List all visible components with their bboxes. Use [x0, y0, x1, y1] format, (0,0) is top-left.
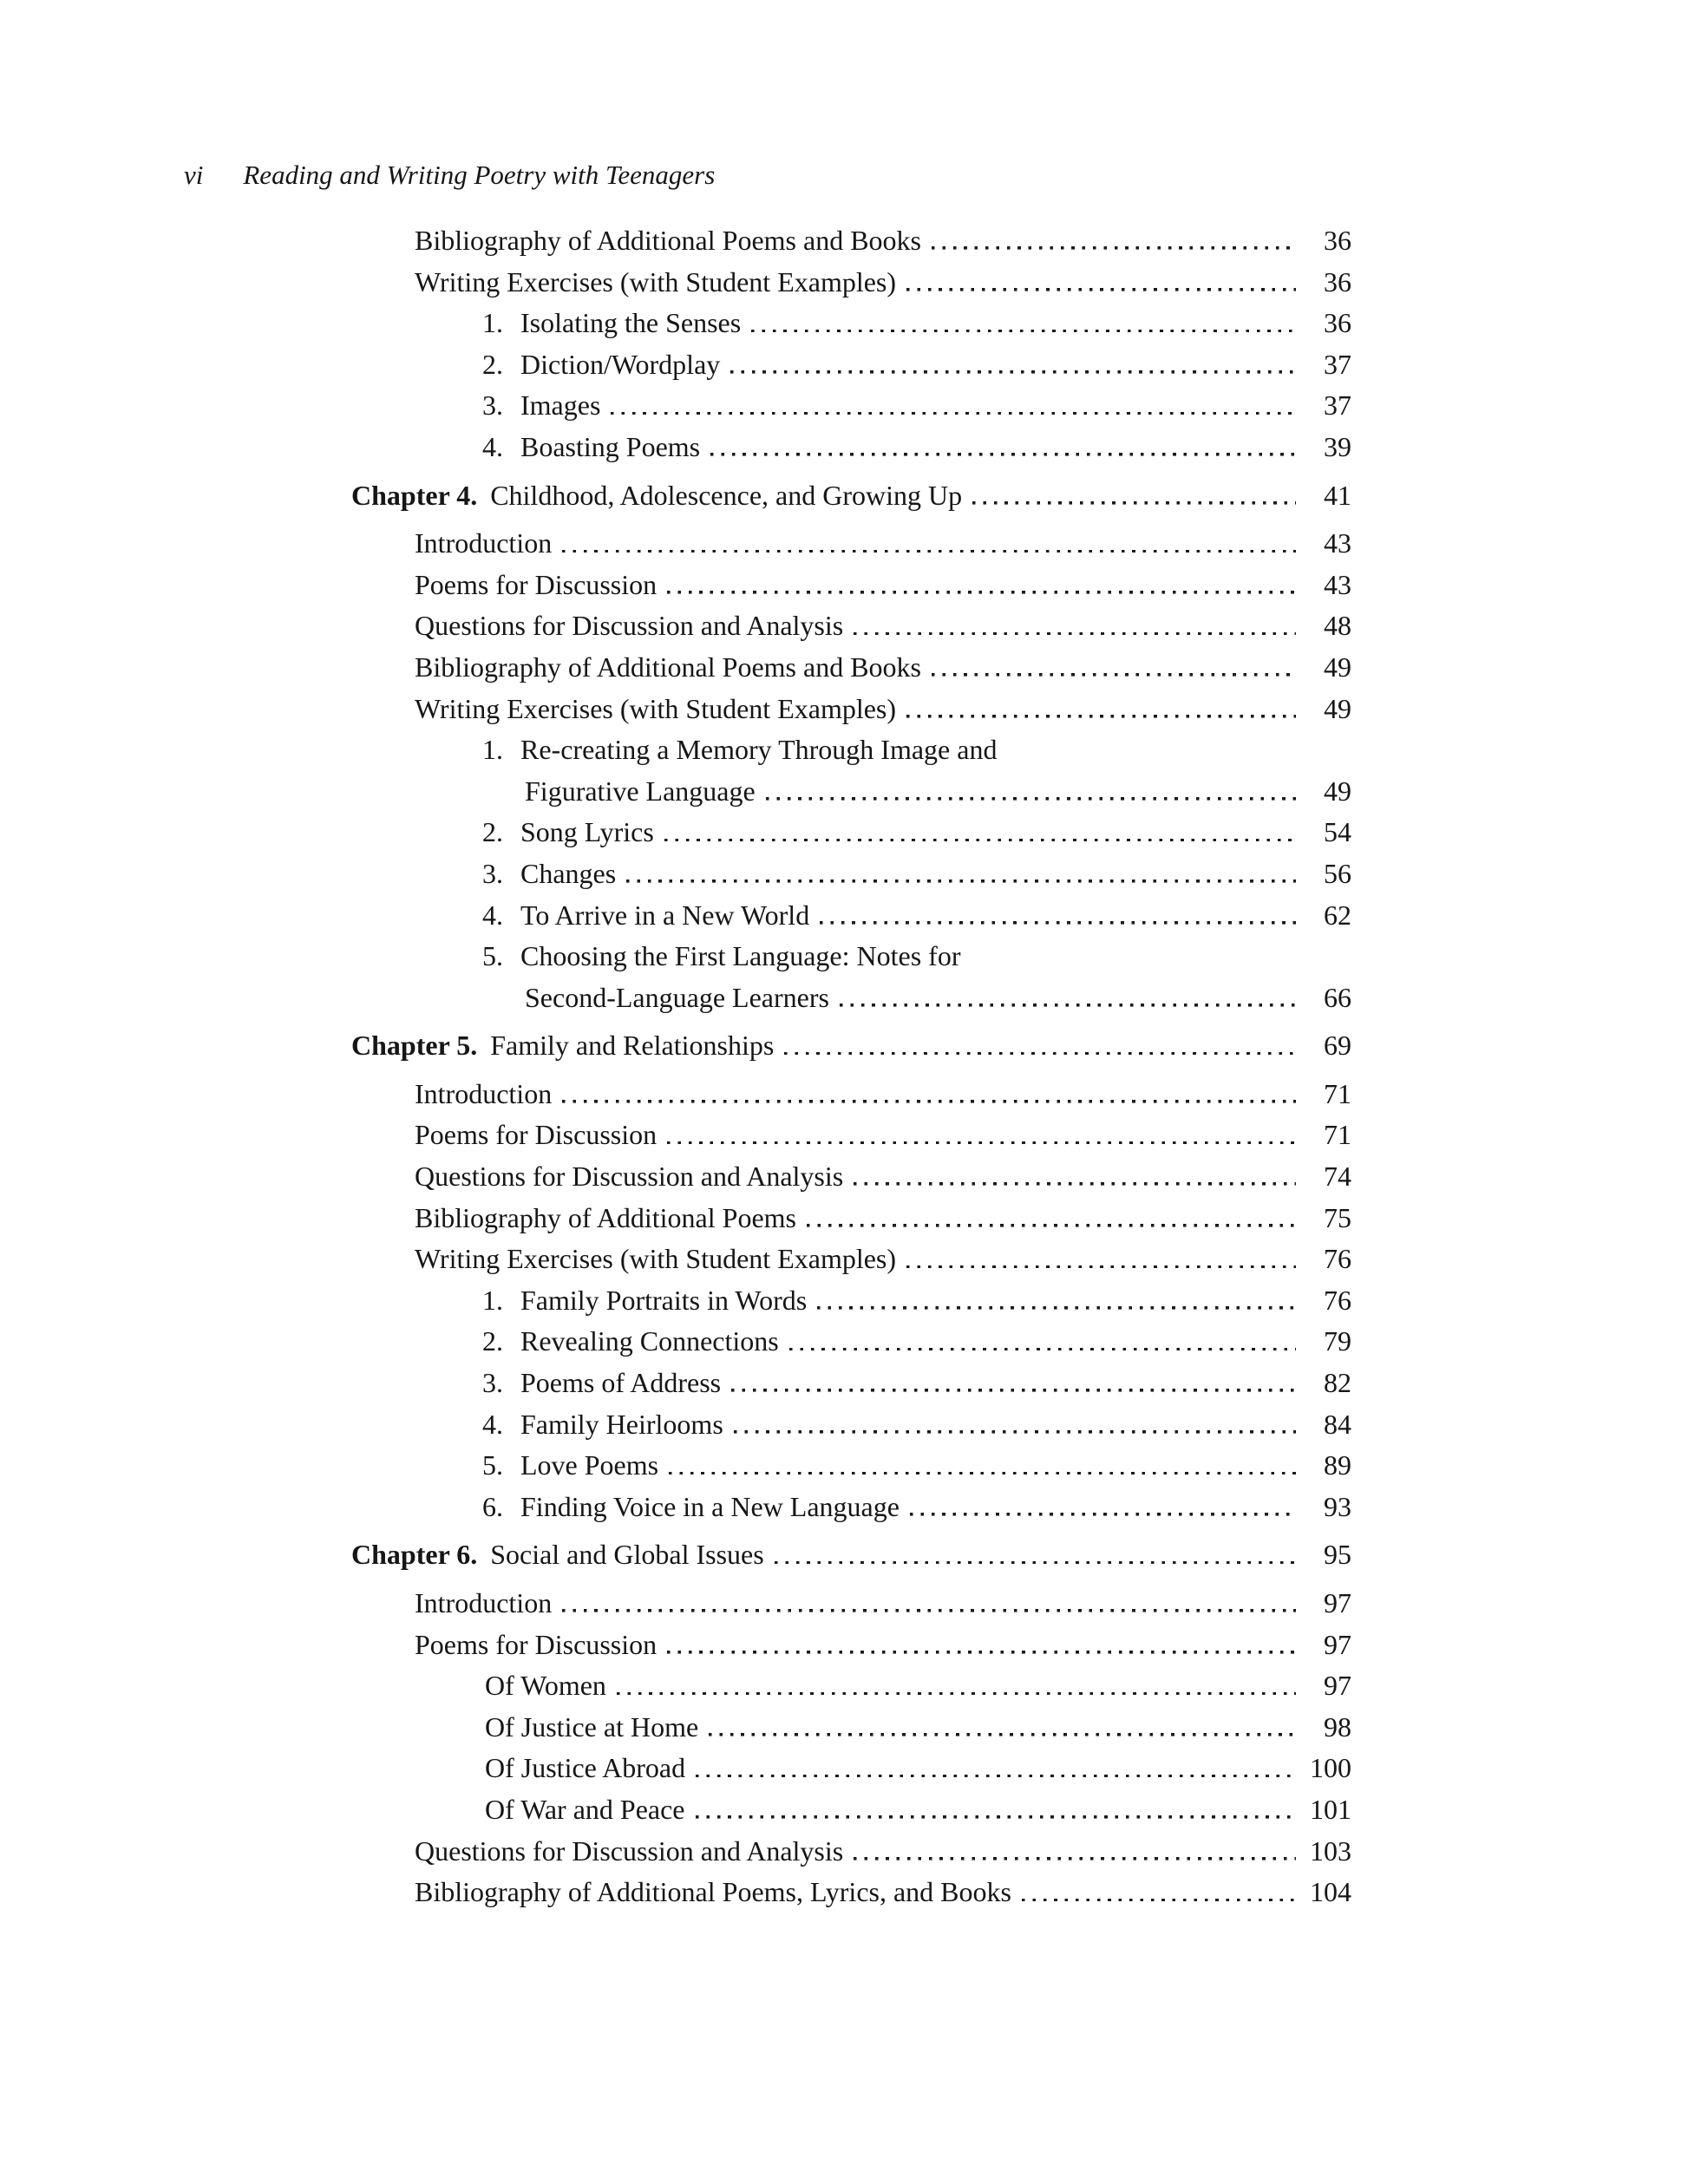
page-number: 39 [1324, 430, 1351, 462]
dot-leader [562, 1100, 1296, 1103]
page-number: 56 [1324, 857, 1351, 889]
dot-leader [667, 1651, 1296, 1654]
page-number: 36 [1324, 265, 1351, 298]
toc-entry [351, 853, 1351, 895]
page-number: 74 [1324, 1161, 1351, 1193]
entry-number: 2. [482, 816, 503, 848]
dot-leader [617, 1692, 1296, 1696]
page-number: 62 [1324, 899, 1351, 931]
toc-entry [351, 1872, 1351, 1913]
toc-entry [351, 1404, 1351, 1446]
entry-label: Changes [520, 857, 617, 889]
toc-entry [351, 936, 1351, 978]
entry-label: Family Heirlooms [520, 1408, 723, 1440]
entry-number: 1. [482, 734, 503, 766]
entry-number: 5. [482, 1449, 503, 1481]
dot-leader [667, 591, 1296, 594]
dot-leader [854, 1857, 1296, 1860]
page-number: 36 [1324, 225, 1351, 256]
entry-label: Poems of Address [520, 1367, 722, 1399]
dot-leader [910, 1513, 1296, 1516]
toc-entry [351, 262, 1351, 304]
dot-leader [709, 1733, 1296, 1736]
entry-label: Introduction [415, 1077, 553, 1109]
entry-number: 1. [482, 1284, 503, 1316]
dot-leader [932, 673, 1296, 677]
toc-entry [351, 1665, 1351, 1707]
toc-entry [351, 1363, 1351, 1404]
page-number: 79 [1324, 1325, 1351, 1357]
entry-label: Writing Exercises (with Student Examples) [415, 692, 897, 724]
chapter-label: Chapter 4. [351, 479, 478, 511]
toc-entry [351, 303, 1351, 344]
toc-entry [351, 812, 1351, 853]
page-number: 75 [1324, 1201, 1351, 1233]
page-number: 82 [1324, 1367, 1351, 1399]
page-number: 37 [1324, 389, 1351, 422]
dot-leader [1022, 1899, 1296, 1902]
page-number: 100 [1310, 1752, 1351, 1784]
toc-entry [351, 1625, 1351, 1666]
page-number: 84 [1324, 1408, 1351, 1440]
entry-label: Revealing Connections [520, 1325, 779, 1357]
toc-entry [351, 689, 1351, 730]
entry-label-line1: Choosing the First Language: Notes for [520, 940, 961, 972]
entry-label: Bibliography of Additional Poems and Books [415, 225, 921, 256]
page-number: 103 [1310, 1834, 1351, 1867]
page-number: 101 [1310, 1793, 1351, 1825]
page-number: 43 [1324, 568, 1351, 600]
dot-leader [669, 1472, 1296, 1475]
entry-label: Images [520, 389, 601, 422]
chapter-label: Chapter 6. [351, 1539, 478, 1571]
dot-leader [730, 370, 1296, 374]
entry-number: 5. [482, 940, 503, 972]
toc-entry [351, 1321, 1351, 1363]
chapter-title: Social and Global Issues [490, 1539, 764, 1571]
entry-label: Writing Exercises (with Student Examples) [415, 265, 897, 298]
page-number: 97 [1324, 1587, 1351, 1618]
entry-label: Questions for Discussion and Analysis [415, 1161, 844, 1193]
toc-entry [351, 523, 1351, 565]
dot-leader [906, 715, 1296, 718]
running-title: Reading and Writing Poetry with Teenagers [243, 160, 716, 190]
toc-entry [351, 1198, 1351, 1239]
dot-leader [626, 879, 1296, 883]
toc-entry [351, 1748, 1351, 1789]
page-number: 71 [1324, 1119, 1351, 1151]
page-number: 49 [1324, 775, 1351, 807]
dot-leader [972, 501, 1296, 505]
page-number: 93 [1324, 1490, 1351, 1522]
page-number: 97 [1324, 1628, 1351, 1660]
dot-leader [840, 1004, 1296, 1007]
toc-entry [351, 1487, 1351, 1528]
chapter-title: Family and Relationships [490, 1030, 775, 1062]
entry-label: Writing Exercises (with Student Examples) [415, 1243, 897, 1275]
entry-label: Poems for Discussion [415, 1628, 658, 1660]
entry-label: Of War and Peace [485, 1793, 685, 1825]
page-number: 97 [1324, 1670, 1351, 1702]
entry-label: Questions for Discussion and Analysis [415, 610, 844, 642]
dot-leader [906, 288, 1296, 291]
entry-number: 3. [482, 1367, 503, 1399]
dot-leader [784, 1052, 1296, 1056]
toc-entry [351, 1789, 1351, 1831]
toc-entry [351, 1115, 1351, 1156]
toc-entry [351, 729, 1351, 771]
toc-entry [351, 647, 1351, 689]
page-number: 43 [1324, 527, 1351, 559]
dot-leader [807, 1224, 1296, 1227]
dot-leader [906, 1265, 1296, 1269]
dot-leader [562, 1609, 1296, 1612]
page-number: 89 [1324, 1449, 1351, 1481]
entry-label: Boasting Poems [520, 430, 701, 462]
dot-leader [696, 1775, 1296, 1778]
entry-label: Bibliography of Additional Poems [415, 1201, 796, 1233]
table-of-contents [351, 220, 1351, 1913]
toc-entry [351, 771, 1351, 813]
toc-entry [351, 1534, 1351, 1576]
entry-label: Questions for Discussion and Analysis [415, 1834, 844, 1867]
dot-leader [664, 839, 1296, 842]
dot-leader [820, 921, 1296, 925]
toc-entry [351, 895, 1351, 937]
running-head [184, 160, 715, 191]
entry-label-line1: Re-creating a Memory Through Image and [520, 734, 998, 766]
entry-label-line2: Figurative Language [525, 775, 756, 807]
entry-label: To Arrive in a New World [520, 899, 810, 931]
folio-page-number: vi [184, 160, 204, 190]
page-number: 36 [1324, 307, 1351, 339]
entry-label: Bibliography of Additional Poems, Lyrics, and Books [415, 1876, 1011, 1908]
dot-leader [734, 1430, 1296, 1434]
entry-label: Love Poems [520, 1449, 659, 1481]
dot-leader [696, 1815, 1297, 1819]
toc-entry [351, 1239, 1351, 1280]
entry-number: 4. [482, 430, 503, 462]
entry-label: Family Portraits in Words [520, 1284, 808, 1316]
dot-leader [562, 550, 1296, 553]
entry-label: Of Women [485, 1670, 606, 1702]
page-number: 98 [1324, 1710, 1351, 1743]
dot-leader [854, 632, 1296, 636]
page-number: 76 [1324, 1243, 1351, 1275]
entry-number: 3. [482, 857, 503, 889]
dot-leader [751, 330, 1296, 333]
entry-label: Poems for Discussion [415, 568, 658, 600]
entry-label: Introduction [415, 527, 553, 559]
entry-label: Diction/Wordplay [520, 348, 721, 380]
entry-label: Poems for Discussion [415, 1119, 658, 1151]
toc-entry [351, 385, 1351, 427]
page-number: 48 [1324, 610, 1351, 642]
toc-entry [351, 605, 1351, 647]
page-number: 49 [1324, 651, 1351, 683]
page-number: 54 [1324, 816, 1351, 848]
entry-label: Isolating the Senses [520, 307, 742, 339]
entry-label: Introduction [415, 1587, 553, 1618]
toc-entry [351, 1707, 1351, 1749]
dot-leader [854, 1182, 1296, 1186]
entry-label: Song Lyrics [520, 816, 654, 848]
dot-leader [611, 412, 1296, 415]
dot-leader [731, 1389, 1296, 1392]
toc-entry [351, 1831, 1351, 1873]
page-number: 69 [1324, 1030, 1351, 1062]
entry-number: 2. [482, 1325, 503, 1357]
toc-entry [351, 978, 1351, 1019]
page-number: 37 [1324, 348, 1351, 380]
entry-number: 4. [482, 1408, 503, 1440]
toc-entry [351, 1074, 1351, 1115]
chapter-label: Chapter 5. [351, 1030, 478, 1062]
toc-entry [351, 475, 1351, 517]
entry-number: 1. [482, 307, 503, 339]
dot-leader [766, 797, 1296, 801]
toc-entry [351, 565, 1351, 606]
toc-entry [351, 1280, 1351, 1322]
toc-entry [351, 1025, 1351, 1067]
toc-entry [351, 344, 1351, 386]
entry-number: 2. [482, 348, 503, 380]
dot-leader [667, 1141, 1296, 1145]
entry-number: 4. [482, 899, 503, 931]
entry-label-line2: Second-Language Learners [525, 981, 829, 1013]
toc-entry [351, 1445, 1351, 1487]
toc-entry [351, 1156, 1351, 1198]
chapter-title: Childhood, Adolescence, and Growing Up [490, 479, 963, 511]
page-number: 76 [1324, 1284, 1351, 1316]
entry-label: Finding Voice in a New Language [520, 1490, 900, 1522]
toc-entry [351, 427, 1351, 468]
page-number: 66 [1324, 981, 1351, 1013]
page-number: 41 [1324, 479, 1351, 511]
entry-number: 6. [482, 1490, 503, 1522]
dot-leader [817, 1306, 1296, 1310]
dot-leader [775, 1561, 1296, 1565]
dot-leader [710, 453, 1296, 456]
entry-number: 3. [482, 389, 503, 422]
page-number: 71 [1324, 1077, 1351, 1109]
page-number: 104 [1310, 1876, 1351, 1908]
toc-entry [351, 220, 1351, 262]
toc-entry [351, 1583, 1351, 1625]
entry-label: Of Justice at Home [485, 1710, 699, 1743]
entry-label: Of Justice Abroad [485, 1752, 686, 1784]
page-number: 95 [1324, 1539, 1351, 1571]
page-number: 49 [1324, 692, 1351, 724]
entry-label: Bibliography of Additional Poems and Books [415, 651, 921, 683]
dot-leader [789, 1348, 1296, 1351]
dot-leader [932, 246, 1296, 250]
